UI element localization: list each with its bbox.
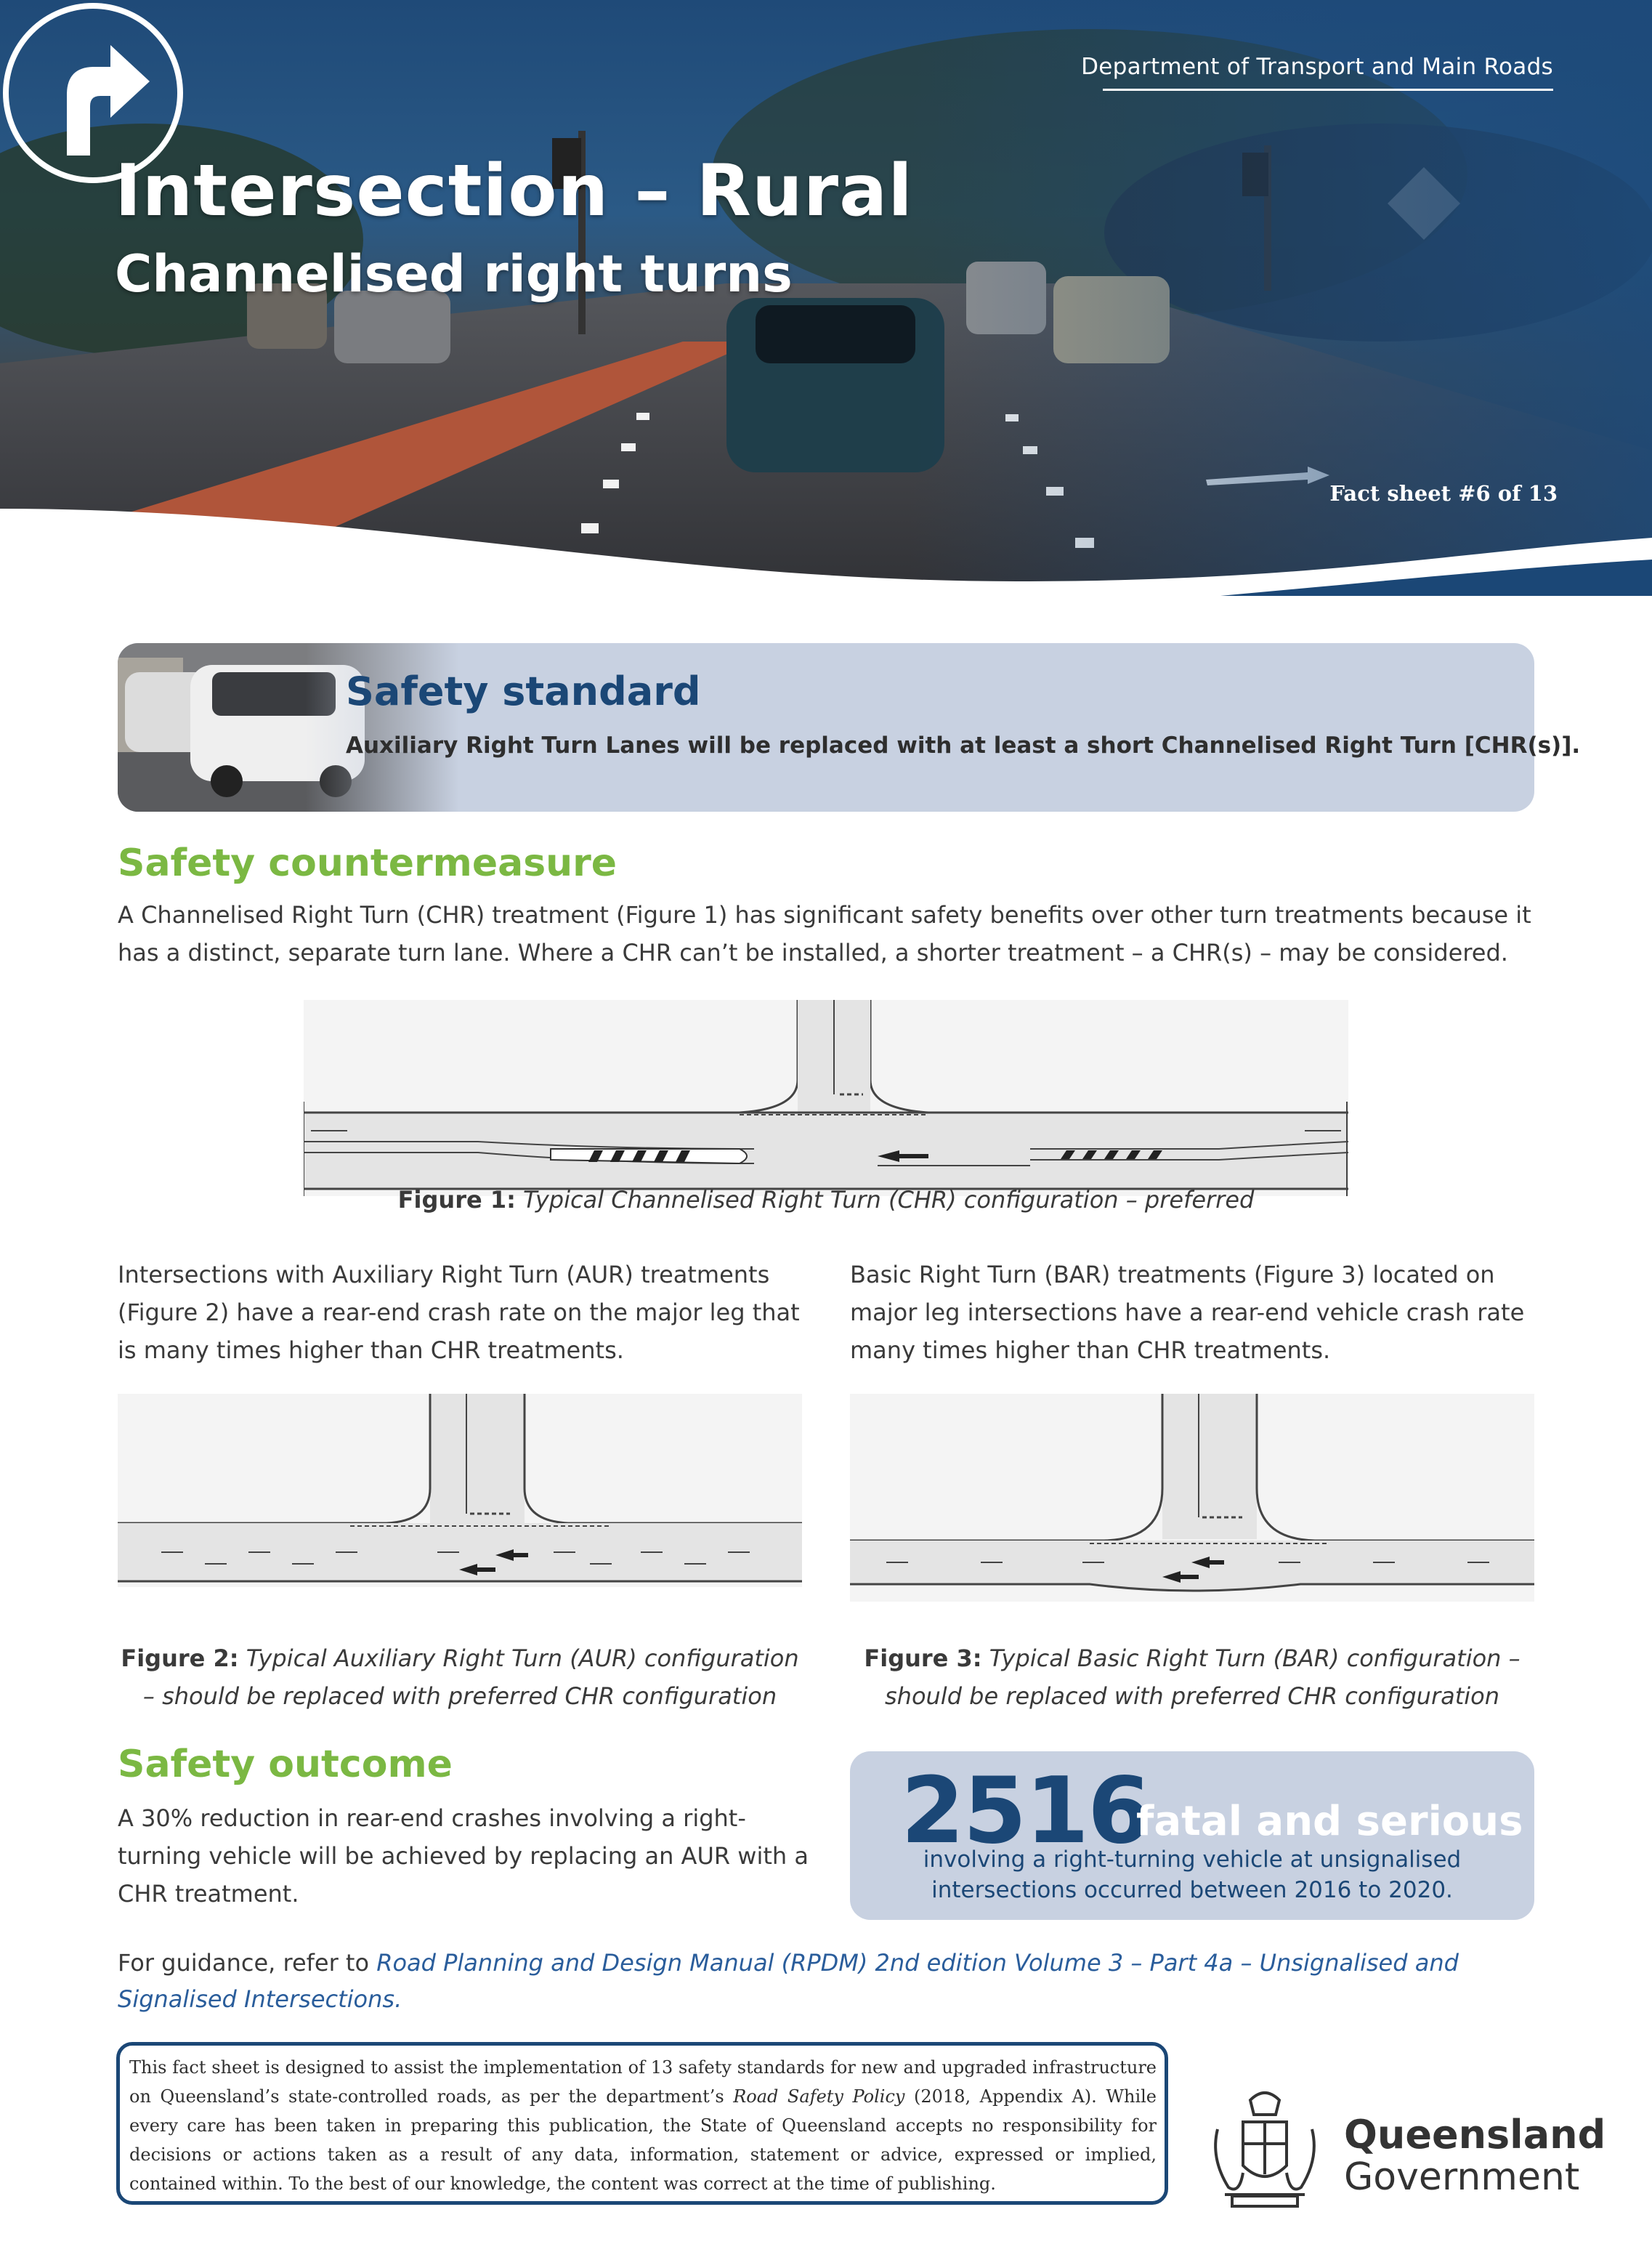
department-name: Department of Transport and Main Roads [1081, 54, 1553, 80]
figure-1-caption [0, 1186, 1652, 1214]
figure-2-caption-text: Typical Auxiliary Right Turn (AUR) configuration – should be replaced with preferred CHR configuration [142, 1644, 799, 1710]
disclaimer-text [129, 2053, 1157, 2198]
figure-3-bar-diagram [850, 1394, 1534, 1602]
road-photo [0, 0, 1652, 610]
government-wordmark: Government [1344, 2155, 1580, 2199]
countermeasure-heading: Safety countermeasure [118, 842, 618, 885]
figure-3-caption [850, 1639, 1534, 1715]
statistic-label: fatal and serious [1136, 1798, 1523, 1845]
safety-standard-heading: Safety standard [346, 669, 701, 714]
fact-sheet-number: Fact sheet #6 of 13 [1329, 481, 1558, 506]
figure-2-caption [118, 1639, 802, 1715]
aur-paragraph: Intersections with Auxiliary Right Turn (AUR) treatments (Figure 2) have a rear-end crash rate on the major leg that is many times higher than CHR treatments. [118, 1261, 800, 1364]
guidance-text [118, 1945, 1542, 2017]
safety-standard-box [118, 643, 1534, 812]
road-safety-policy-reference: Road Safety Policy [733, 2086, 905, 2107]
outcome-heading: Safety outcome [118, 1743, 453, 1786]
figure-1-label: Figure 1: [397, 1186, 516, 1214]
safety-standard-text: Auxiliary Right Turn Lanes will be replaced with at least a short Channelised Right Turn [CHR(s)]. [346, 732, 1581, 759]
figure-1-caption-text: Typical Channelised Right Turn (CHR) configuration – preferred [523, 1186, 1255, 1214]
countermeasure-text: A Channelised Right Turn (CHR) treatment (Figure 1) has significant safety benefits over other turn treatments because it has a distinct, separate turn lane. Where a CHR can’t be installed, a shorter treatment – a CHR(s) – may be considered. [118, 901, 1531, 966]
disclaimer-part-1: This fact sheet is designed to assist the implementation of 13 safety standards for new and upgraded infrastructure on Queensland’s state-controlled roads, as per the department’s [129, 2057, 1157, 2107]
right-turn-arrow-icon [0, 0, 186, 186]
statistic-description: involving a right-turning vehicle at unsignalised intersections occurred between 2016 to 2020. [923, 1847, 1462, 1903]
bar-paragraph: Basic Right Turn (BAR) treatments (Figure 3) located on major leg intersections have a rear-end vehicle crash rate many times higher than CHR treatments. [850, 1261, 1525, 1364]
rpdm-link[interactable]: Road Planning and Design Manual (RPDM) 2nd edition Volume 3 – Part 4a – Unsignalised and Signalised Intersections. [118, 1949, 1459, 2013]
figure-2-label: Figure 2: [121, 1644, 239, 1672]
department-rule [1103, 89, 1553, 91]
guidance-prefix: For guidance, refer to [118, 1949, 377, 1977]
page-subtitle: Channelised right turns [115, 244, 793, 304]
figure-3-label: Figure 3: [864, 1644, 982, 1672]
page-title: Intersection – Rural [115, 150, 913, 233]
figure-2-aur-diagram [118, 1394, 802, 1587]
queensland-crest-icon [1203, 2086, 1327, 2216]
header-banner [0, 0, 1652, 610]
queensland-wordmark: Queensland [1344, 2112, 1606, 2158]
disclaimer-part-2: (2018, Appendix A). While every care has been taken in preparing this publication, the State of Queensland accepts no responsibility for decisions or actions taken as a result of any data, information, statement or advice, expressed or implied, contained within. To the best of our knowledge, the content was correct at the time of publishing. [129, 2086, 1157, 2194]
figure-1-chr-diagram [304, 1000, 1348, 1196]
figure-3-caption-text: Typical Basic Right Turn (BAR) configuration – should be replaced with preferred CHR configuration [884, 1644, 1521, 1710]
statistic-number: 2516 [901, 1757, 1150, 1864]
outcome-text: A 30% reduction in rear-end crashes involving a right-turning vehicle will be achieved by replacing an AUR with a CHR treatment. [118, 1804, 809, 1908]
